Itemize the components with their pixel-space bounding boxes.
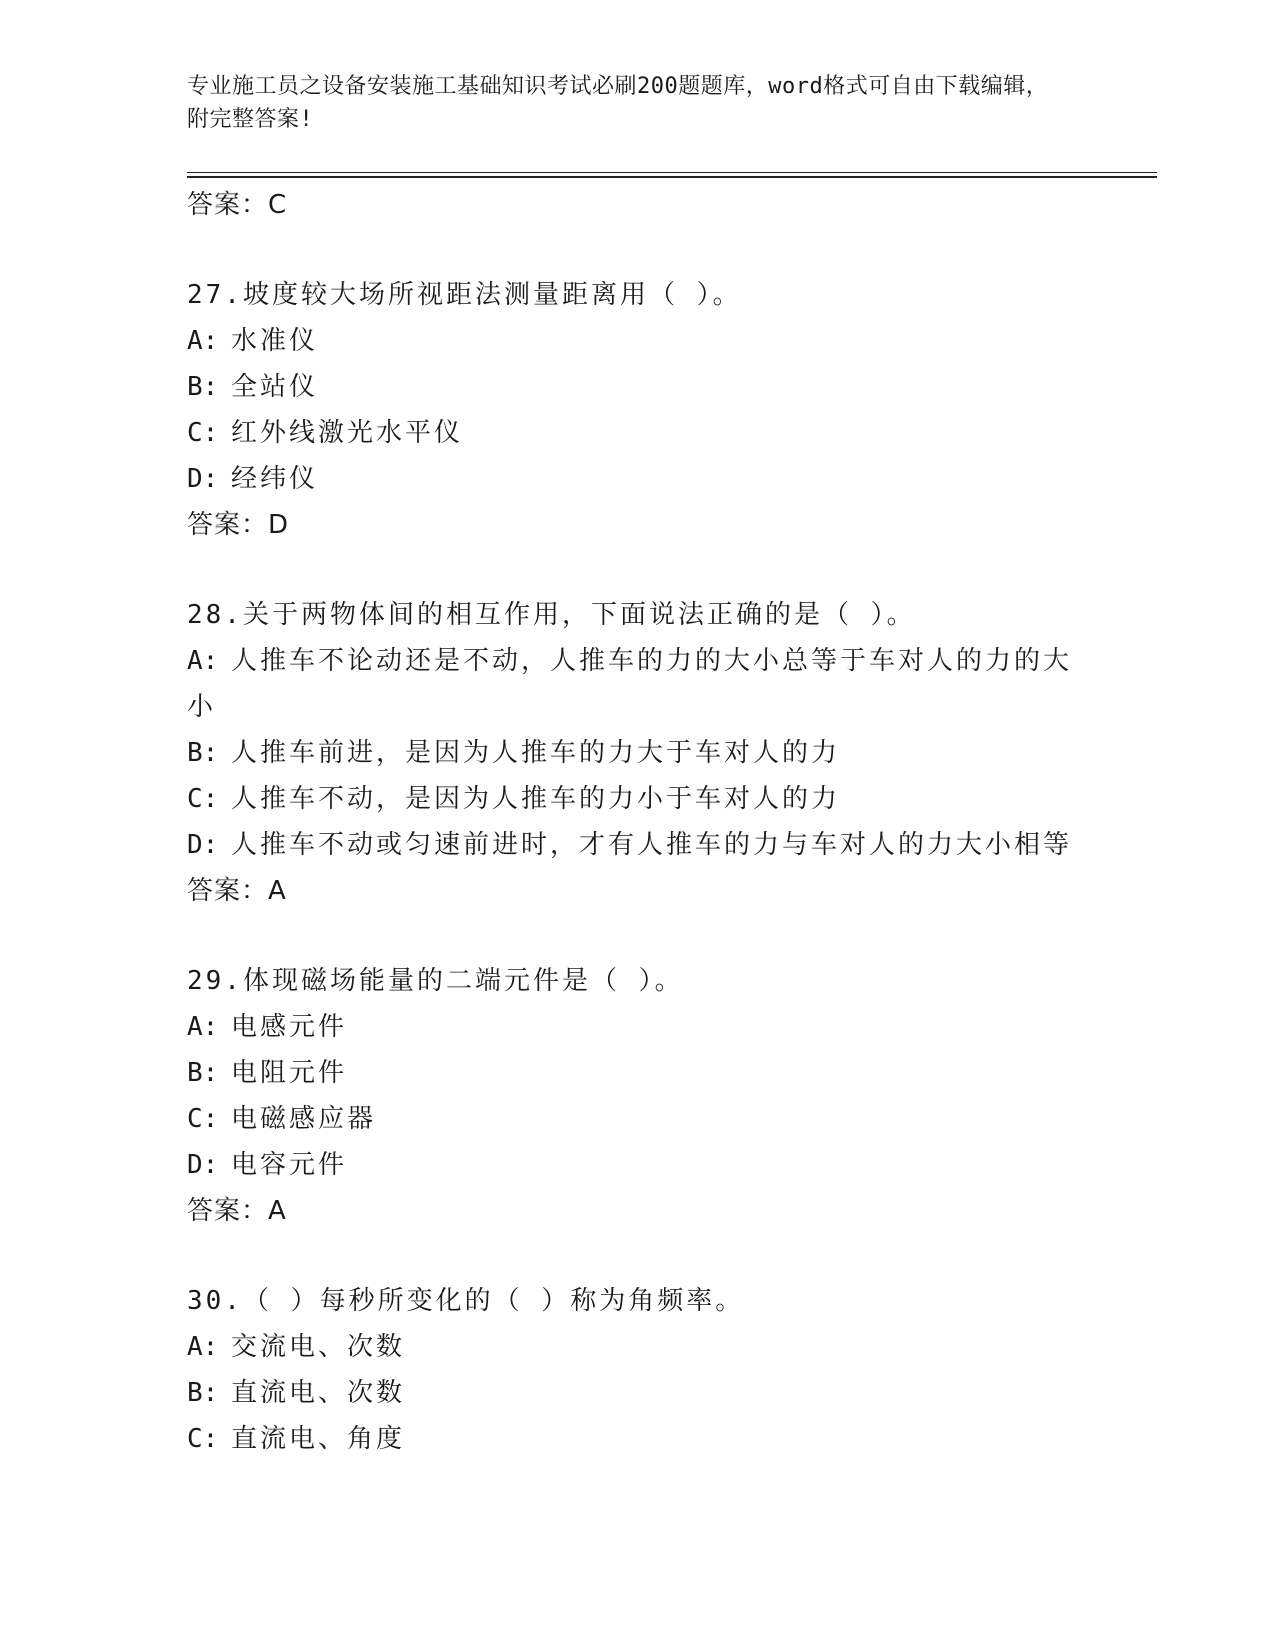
- option-key: A:: [187, 1332, 219, 1362]
- option-text: 全站仪: [231, 372, 319, 402]
- answer-option: [187, 410, 1087, 456]
- option-key: D:: [187, 464, 219, 494]
- question-stem: 30.（ ）每秒所变化的（ ）称为角频率。: [187, 1286, 745, 1316]
- header-divider: [187, 172, 1167, 178]
- answer-option: [187, 364, 1087, 410]
- answer-option: [187, 1096, 1087, 1142]
- option-text: 人推车不动或匀速前进时，才有人推车的力与车对人的力大小相等: [231, 830, 1073, 860]
- document-header: 专业施工员之设备安装施工基础知识考试必刷200题题库，word格式可自由下载编辑，附完整答案!: [187, 74, 1049, 132]
- option-text: 水准仪: [231, 326, 319, 356]
- option-text: 直流电、次数: [231, 1378, 406, 1408]
- question-block: [187, 592, 1167, 914]
- option-key: B:: [187, 372, 219, 402]
- option-key: D:: [187, 1150, 219, 1180]
- option-key: C:: [187, 1424, 219, 1454]
- option-key: A:: [187, 326, 219, 356]
- option-key: B:: [187, 738, 219, 768]
- question-list: [187, 272, 1167, 1462]
- question-stem: 27.坡度较大场所视距法测量距离用（ ）。: [187, 280, 742, 310]
- question-stem: 28.关于两物体间的相互作用，下面说法正确的是（ ）。: [187, 600, 916, 630]
- divider-line-thick: [187, 176, 1157, 178]
- answer-option: [187, 822, 1087, 868]
- question-block: [187, 1278, 1167, 1462]
- option-key: D:: [187, 830, 219, 860]
- answer-option: [187, 1416, 1087, 1462]
- question-answer: 答案：A: [187, 1196, 287, 1226]
- option-text: 交流电、次数: [231, 1332, 406, 1362]
- option-key: A:: [187, 1012, 219, 1042]
- option-text: 红外线激光水平仪: [231, 418, 464, 448]
- option-text: 电感元件: [231, 1012, 348, 1042]
- answer-option: [187, 1370, 1087, 1416]
- answer-option: [187, 1142, 1087, 1188]
- option-text: 人推车不动，是因为人推车的力小于车对人的力: [231, 784, 841, 814]
- document-page: [187, 70, 1167, 1462]
- option-key: C:: [187, 1104, 219, 1134]
- option-key: C:: [187, 418, 219, 448]
- answer-option: [187, 638, 1087, 730]
- option-text: 人推车前进，是因为人推车的力大于车对人的力: [231, 738, 841, 768]
- option-text: 经纬仪: [231, 464, 319, 494]
- option-text: 直流电、角度: [231, 1424, 406, 1454]
- option-text: 电磁感应器: [231, 1104, 377, 1134]
- previous-answer: 答案：C: [187, 190, 288, 220]
- answer-option: [187, 1050, 1087, 1096]
- answer-option: [187, 730, 1087, 776]
- option-text: 电容元件: [231, 1150, 348, 1180]
- answer-option: [187, 776, 1087, 822]
- question-answer: 答案：A: [187, 876, 287, 906]
- option-text: 电阻元件: [231, 1058, 348, 1088]
- divider-line-thin: [187, 172, 1157, 173]
- option-key: B:: [187, 1378, 219, 1408]
- question-stem: 29.体现磁场能量的二端元件是（ ）。: [187, 966, 684, 996]
- option-text: 人推车不论动还是不动，人推车的力的大小总等于车对人的力的大小: [187, 646, 1073, 722]
- answer-option: [187, 456, 1087, 502]
- option-key: C:: [187, 784, 219, 814]
- question-block: [187, 958, 1167, 1234]
- option-key: A:: [187, 646, 219, 676]
- question-block: [187, 272, 1167, 548]
- option-key: B:: [187, 1058, 219, 1088]
- answer-option: [187, 318, 1087, 364]
- answer-option: [187, 1004, 1087, 1050]
- question-answer: 答案：D: [187, 510, 290, 540]
- answer-option: [187, 1324, 1087, 1370]
